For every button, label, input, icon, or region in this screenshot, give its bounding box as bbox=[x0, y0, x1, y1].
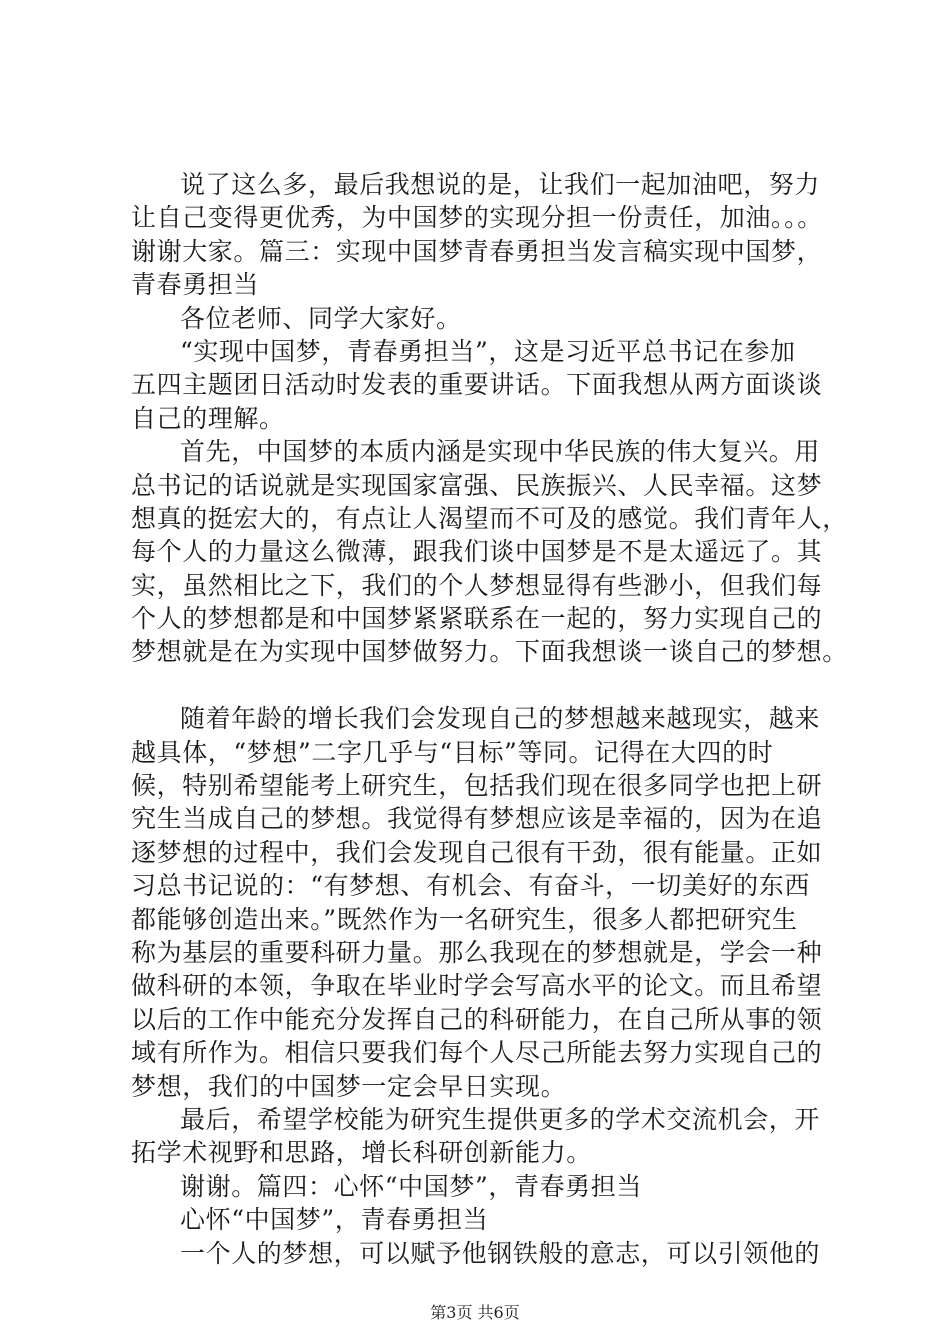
text-line: 域有所作为。相信只要我们每个人尽己所能去努力实现自己的 bbox=[131, 1038, 823, 1068]
text-line: 称为基层的重要科研力量。那么我现在的梦想就是，学会一种 bbox=[131, 937, 823, 967]
text-line: 青春勇担当 bbox=[131, 270, 260, 300]
text-line: 五四主题团日活动时发表的重要讲话。下面我想从两方面谈谈 bbox=[131, 370, 823, 400]
text-line: 谢谢。篇四：心怀“中国梦”，青春勇担当 bbox=[180, 1171, 642, 1201]
text-line: 梦想就是在为实现中国梦做努力。下面我想谈一谈自己的梦想。 bbox=[131, 637, 848, 667]
text-line: 一个人的梦想，可以赋予他钢铁般的意志，可以引领他的 bbox=[180, 1238, 821, 1268]
text-line: 让自己变得更优秀，为中国梦的实现分担一份责任，加油。。。 bbox=[131, 203, 823, 233]
text-line: “实现中国梦，青春勇担当”，这是习近平总书记在参加 bbox=[180, 336, 796, 366]
text-line: 以后的工作中能充分发挥自己的科研能力，在自己所从事的领 bbox=[131, 1004, 823, 1034]
text-line: 各位老师、同学大家好。 bbox=[180, 303, 462, 333]
text-line: 自己的理解。 bbox=[131, 403, 285, 433]
page-footer: 第3页 共6页 bbox=[430, 1303, 520, 1322]
text-line: 个人的梦想都是和中国梦紧紧联系在一起的，努力实现自己的 bbox=[131, 604, 823, 634]
text-line: 候，特别希望能考上研究生，包括我们现在很多同学也把上研 bbox=[131, 771, 823, 801]
text-line: 习总书记说的：“有梦想、有机会、有奋斗，一切美好的东西 bbox=[131, 871, 810, 901]
text-line: 总书记的话说就是实现国家富强、民族振兴、人民幸福。这梦 bbox=[131, 470, 823, 500]
document-body bbox=[131, 168, 853, 1270]
text-line: 逐梦想的过程中，我们会发现自己很有干劲，很有能量。正如 bbox=[131, 837, 823, 867]
text-line: 拓学术视野和思路，增长科研创新能力。 bbox=[131, 1138, 592, 1168]
text-line: 梦想，我们的中国梦一定会早日实现。 bbox=[131, 1071, 567, 1101]
text-line: 每个人的力量这么微薄，跟我们谈中国梦是不是太遥远了。其 bbox=[131, 537, 823, 567]
text-line: 最后，希望学校能为研究生提供更多的学术交流机会，开 bbox=[180, 1104, 821, 1134]
text-line: 究生当成自己的梦想。我觉得有梦想应该是幸福的，因为在追 bbox=[131, 804, 823, 834]
text-line: 实，虽然相比之下，我们的个人梦想显得有些渺小，但我们每 bbox=[131, 570, 823, 600]
text-line: 越具体，“梦想”二字几乎与“目标”等同。记得在大四的时 bbox=[131, 737, 774, 767]
text-line: 说了这么多，最后我想说的是，让我们一起加油吧，努力 bbox=[180, 170, 821, 199]
text-line: 做科研的本领，争取在毕业时学会写高水平的论文。而且希望 bbox=[131, 971, 823, 1001]
text-line: 想真的挺宏大的，有点让人渴望而不可及的感觉。我们青年人， bbox=[131, 503, 848, 533]
text-line: 都能够创造出来。”既然作为一名研究生，很多人都把研究生 bbox=[131, 904, 798, 934]
text-line: 谢谢大家。篇三：实现中国梦青春勇担当发言稿实现中国梦， bbox=[131, 236, 823, 266]
text-line: 首先，中国梦的本质内涵是实现中华民族的伟大复兴。用 bbox=[180, 437, 821, 467]
paragraph-gap bbox=[131, 669, 853, 702]
text-line: 随着年龄的增长我们会发现自己的梦想越来越现实，越来 bbox=[180, 704, 821, 734]
text-line: 心怀“中国梦”，青春勇担当 bbox=[180, 1205, 489, 1235]
